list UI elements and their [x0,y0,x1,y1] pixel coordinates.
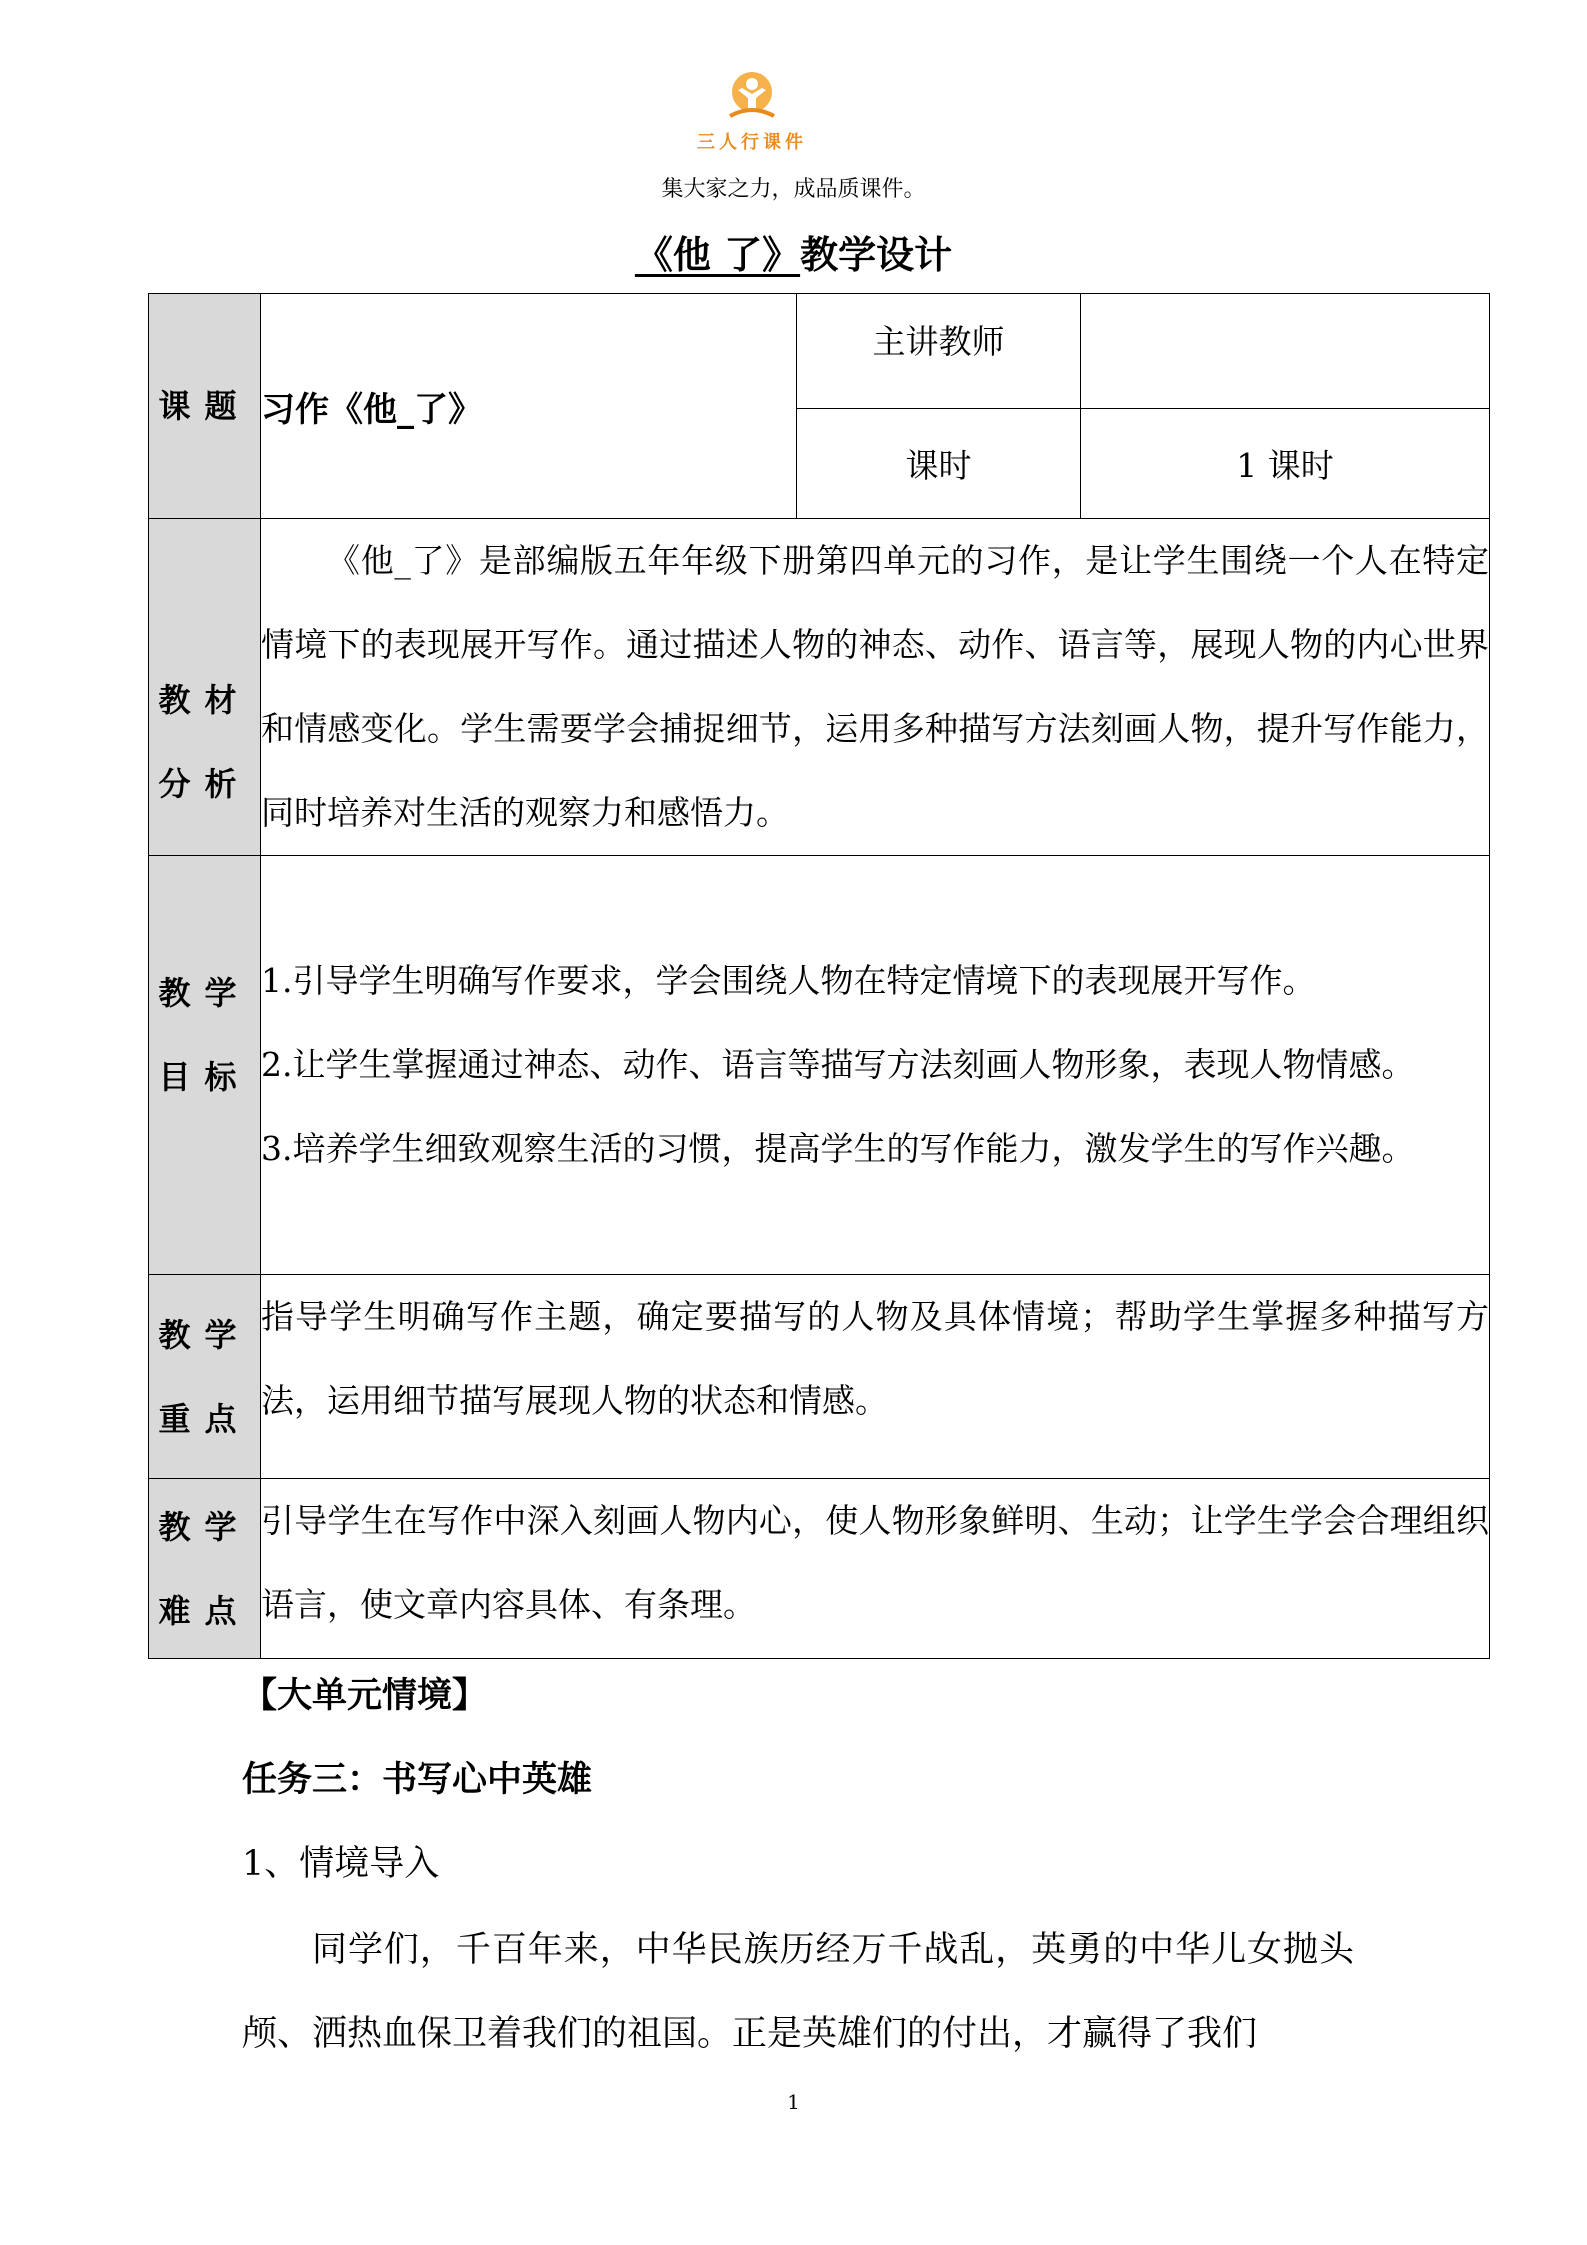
page-number: 1 [787,2090,800,2114]
step-heading: 1、情境导入 [242,1844,440,1884]
analysis-text: 《他_了》是部编版五年年级下册第四单元的习作，是让学生围绕一个人在特定情境下的表现展开写作。通过描述人物的神态、动作、语言等，展现人物的内心世界和情感变化。学生需要学会捕捉细节，运用多种描写方法刻画人物，提升写作能力，同时培养对生活的观察力和感悟力。 [261,519,1490,856]
hours-label: 课时 [797,409,1081,519]
goal-list [261,856,1490,1275]
goal-item: 2.让学生掌握通过神态、动作、语言等描写方法刻画人物形象，表现人物情感。 [261,1045,1415,1084]
page-title [0,224,1587,279]
title-rest: 教学设计 [800,232,953,277]
difficulty-text: 引导学生在写作中深入刻画人物内心，使人物形象鲜明、生动；让学生学会合理组织语言，使文章内容具体、有条理。 [261,1479,1490,1659]
topic-label: 课题 [149,294,261,519]
key-label: 教学 重点 [149,1275,261,1479]
goal-item: 1.引导学生明确写作要求，学会围绕人物在特定情境下的表现展开写作。 [261,961,1316,1000]
teacher-value [1081,294,1490,409]
goal-label: 教学 目标 [149,856,261,1275]
teacher-label: 主讲教师 [797,294,1081,409]
title-underlined: 《他 了》 [634,232,801,277]
analysis-label: 教材 分析 [149,519,261,856]
tagline: 集大家之力，成品质课件。 [661,177,926,202]
lesson-table [148,293,1490,1659]
hours-value: 1 课时 [1081,409,1490,519]
logo-text: 三人行课件 [697,132,807,153]
topic-value: 习作《他_了》 [261,294,797,519]
section-heading: 【大单元情境】 [242,1675,488,1716]
task-heading: 任务三：书写心中英雄 [242,1759,593,1800]
difficulty-label: 教学 难点 [149,1479,261,1659]
key-text: 指导学生明确写作主题，确定要描写的人物及具体情境；帮助学生掌握多种描写方法，运用细节描写展现人物的状态和情感。 [261,1275,1490,1479]
goal-item: 3.培养学生细致观察生活的习惯，提高学生的写作能力，激发学生的写作兴趣。 [261,1129,1415,1168]
intro-paragraph: 同学们，千百年来，中华民族历经万千战乱，英勇的中华儿女抛头颅、洒热血保卫着我们的祖国。正是英雄们的付出，才赢得了我们 [242,1930,1354,2054]
logo-icon [690,70,814,132]
